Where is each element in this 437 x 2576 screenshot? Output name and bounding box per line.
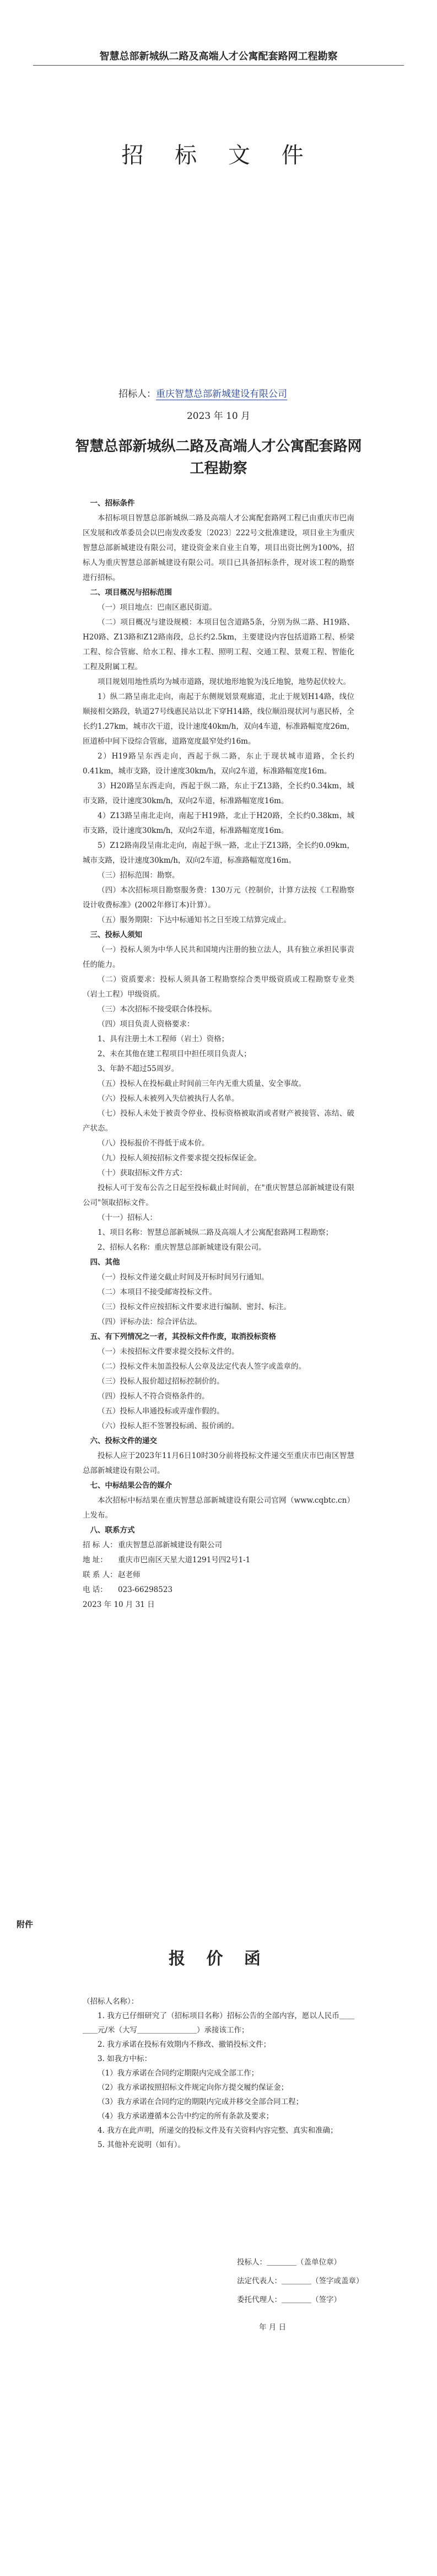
header-title: 智慧总部新城纵二路及高端人才公寓配套路网工程勘察 [99, 51, 338, 62]
paragraph: 2. 我方承诺在投标有效期内不修改、撤销投标文件； [98, 2040, 271, 2049]
paragraph: 3）H20路呈东西走向，西起于纵二路，东止于Z13路，全长约0.34km，城市支路，设计速度30km/h，双向2车道，标准路幅宽度16m。 [83, 782, 354, 805]
paragraph: 1）纵二路呈南北走向，南起于东侧规划景观廊道，北止于规划H14路，线位顺接相交路段，轨道27号线惠民站以北下穿H14路，线位顺沿现状河与惠民桥，全长约1.27km，城市次干道，设计速度40km/h，双向4车道，标准路幅宽度26m，匝道桥中间下设综合管廊，道路宽度最窄处约16m。 [83, 692, 354, 746]
paragraph: （八）投标报价不得低于成本价。 [98, 1139, 209, 1148]
paragraph: 2、招标人名称：重庆智慧总部新城建设有限公司。 [98, 1243, 266, 1252]
contact-value: 重庆市巴南区天星大道1291号四2号1-1 [118, 1556, 251, 1564]
paragraph: （五）服务期限：下达中标通知书之日至竣工结算完成止。 [98, 916, 291, 924]
contact-value: 重庆智慧总部新城建设有限公司 [118, 1541, 222, 1550]
contact-key: 地 址： [83, 1556, 107, 1564]
paragraph: 1、具有注册土木工程师（岩土）资格； [98, 1035, 229, 1044]
paragraph: （四）投标人不符合资格条件的。 [98, 1392, 209, 1401]
cover-title: 招 标 文 件 [121, 143, 316, 168]
bid-letter-body [83, 1994, 354, 2152]
paragraph: （四）本次招标项目勘察服务费：130万元（控制价，计算方法按《工程勘察设计收费标准》(2002年修订本)计算）。 [83, 886, 354, 910]
paragraph: （五）投标人在投标截止时间前三年内无重大质量、安全事故。 [98, 1079, 306, 1088]
paragraph: （四）评标办法：综合评估法。 [98, 1317, 202, 1326]
contact-row [83, 1538, 354, 1553]
cover-date: 2023 年 10 月 [186, 411, 251, 422]
paragraph: （三）招标范围：勘察。 [98, 871, 180, 880]
paragraph: 本次招标中标结果在重庆智慧总部新城建设有限公司官网（www.cqbtc.cn）上发布。 [83, 1496, 354, 1520]
paragraph: 1. 我方已仔细研究了（招标项目名称）招标公告的全部内容，愿以人民币＿＿＿＿元/米（大写＿＿＿＿＿＿＿＿）承接该工作； [83, 2012, 354, 2035]
contact-value: 023-66298523 [118, 1585, 173, 1594]
paragraph: 3、年龄不超过55周岁。 [98, 1064, 179, 1073]
paragraph: （二）本项目不接受邮寄投标文件。 [98, 1288, 217, 1297]
paragraph: （三）本次招标不接受联合体投标。 [98, 1005, 217, 1014]
paragraph: 5）Z12路南段呈南北走向，南起于纵一路，北止于Z13路，全长约0.09km，城市支路，设计速度30km/h，双向2车道，标准路幅宽度16m。 [83, 841, 354, 865]
section-heading: 八、联系方式 [90, 1526, 135, 1535]
paragraph: （三）投标文件应按招标文件要求进行编制、密封、标注。 [98, 1303, 291, 1311]
signature-bidder: 投标人：＿＿＿＿（盖单位章） [237, 2258, 341, 2267]
paragraph: （1）我方承诺在合同约定期限内完成全部工作； [98, 2069, 259, 2078]
paragraph: （六）投标人拒不签署投标函、报价函的。 [98, 1422, 239, 1430]
paragraph: 项目规划用地性质均为城市道路，现状地形地貌为浅丘地貌，地势起伏较大。 [98, 677, 350, 686]
bid-recipient: （招标人名称）： [83, 1997, 139, 2006]
contact-row [83, 1568, 354, 1583]
paragraph: （3）我方承诺在合同约定的期限内完成并移交全部合同工程； [98, 2098, 304, 2106]
paragraph: （二）项目概况与建设规模：本项目包含道路5条，分别为纵二路、H19路、H20路、Z13路和Z12路南段，总长约2.5km，主要建设内容包括道路工程、桥梁工程、综合管廊、给水工程、排水工程、照明工程、交通工程、景观工程、智能化工程及附属工程。 [83, 618, 354, 671]
paragraph: 投标人可于发布公告之日起至投标截止时间前，在"重庆智慧总部新城建设有限公司"领取招标文件。 [83, 1184, 354, 1207]
contact-key: 招 标 人： [83, 1541, 117, 1550]
section-heading: 一、招标条件 [90, 499, 135, 508]
sign-date: 2023 年 10 月 31 日 [83, 1600, 155, 1609]
signature-agent: 委托代理人：＿＿＿＿（签字） [237, 2295, 341, 2304]
paragraph: 1、项目名称：智慧总部新城纵二路及高端人才公寓配套路网工程勘察； [98, 1228, 333, 1237]
paragraph: （一）投标人须为中华人民共和国境内注册的独立法人，具有独立承担民事责任的能力。 [83, 945, 354, 969]
paragraph: （十一）招标人： [98, 1213, 157, 1222]
document-body [83, 496, 354, 1612]
paragraph: （一）未按招标文件要求提交投标文件的。 [98, 1347, 239, 1356]
paragraph: （六）投标人未被列入失信被执行人名单。 [98, 1094, 239, 1103]
bid-letter-title: 报 价 函 [169, 1949, 268, 1969]
paragraph: （九）投标人须按招标文件要求提交投标保证金。 [98, 1154, 261, 1163]
header-divider [33, 65, 404, 66]
paragraph: 4. 我方在此声明，所递交的投标文件及有关资料内容完整、真实和准确； [98, 2126, 338, 2135]
paragraph: 本招标项目智慧总部新城纵二路及高端人才公寓配套路网工程已由重庆市巴南区发展和改革委员会以巴南发改委发〔2023〕222号文批准建设，项目业主为重庆智慧总部新城建设有限公司，建设资金来自业主自筹，项目出资比例为100%，招标人为重庆智慧总部新城建设有限公司。项目已具备招标条件，现对该工程的勘察进行招标。 [83, 514, 354, 582]
paragraph: （四）项目负责人资格要求： [98, 1020, 195, 1029]
bid-letter-date: 年 月 日 [259, 2323, 287, 2332]
paragraph: （二）投标文件未加盖投标人公章及法定代表人签字或盖章的。 [98, 1362, 306, 1371]
paragraph: （五）投标人串通投标或弄虚作假的。 [98, 1407, 224, 1416]
paragraph: 5. 其他补充说明（如有）。 [98, 2141, 185, 2149]
paragraph: 4）Z13路呈南北走向，南起于H19路，北止于H20路，全长约0.38km，城市支路，设计速度30km/h，双向2车道，标准路幅宽度16m。 [83, 811, 354, 835]
paragraph: （三）投标人报价超过招标控制价的。 [98, 1377, 224, 1386]
paragraph: （一）投标文件递交截止时间及开标时间另行通知。 [98, 1273, 269, 1282]
paragraph: （七）投标人未处于被责令停业、投标资格被取消或者财产被接管、冻结、破产状态。 [83, 1109, 354, 1133]
paragraph: （2）我方承诺按照招标文件规定向你方提交履约保证金； [98, 2083, 289, 2092]
section-heading: 三、投标人须知 [90, 931, 142, 939]
paragraph: （4）我方承诺遵循本公告中约定的所有条款及要求； [98, 2112, 274, 2121]
contact-row [83, 1553, 354, 1568]
paragraph: （一）项目地点：巴南区惠民街道。 [98, 603, 217, 612]
contact-row [83, 1583, 354, 1598]
doc-title: 智慧总部新城纵二路及高端人才公寓配套路网工程勘察 [75, 438, 362, 477]
section-heading: 六、投标文件的递交 [90, 1437, 157, 1445]
appendix-label: 附件 [17, 1919, 34, 1929]
section-heading: 五、有下列情况之一者，其投标文件作废，取消投标资格 [90, 1332, 276, 1341]
tenderer-value: 重庆智慧总部新城建设有限公司 [156, 389, 287, 400]
section-heading: 七、中标结果公告的媒介 [90, 1481, 172, 1490]
paragraph: 投标人应于2023年11月6日10时30分前将投标文件递交至重庆市巴南区智慧总部新城建设有限公司。 [83, 1451, 354, 1475]
paragraph: （二）资质要求：投标人须具备工程勘察综合类甲级资质或工程勘察专业类（岩土工程）甲级资质。 [83, 975, 354, 999]
signature-legal-rep: 法定代表人：＿＿＿＿（签字或盖章） [237, 2277, 364, 2285]
paragraph: （十）获取招标文件方式： [98, 1169, 187, 1177]
contact-key: 联 系 人： [83, 1571, 117, 1579]
tenderer [118, 386, 287, 400]
contact-key: 电 话： [83, 1585, 107, 1594]
section-heading: 二、项目概况与招标范围 [90, 588, 172, 597]
tenderer-label: 招标人： [118, 389, 156, 400]
paragraph: 2）H19路呈东西走向，西起于纵二路，东止于现状城市道路，全长约0.41km，城市支路，设计速度30km/h，双向2车道，标准路幅宽度16m。 [83, 752, 354, 776]
section-heading: 四、其他 [90, 1258, 120, 1267]
contact-value: 赵老师 [118, 1571, 141, 1579]
paragraph: 3. 如我方中标： [98, 2055, 152, 2063]
paragraph: 2、未在其他在建工程项目中担任项目负责人； [98, 1050, 251, 1058]
